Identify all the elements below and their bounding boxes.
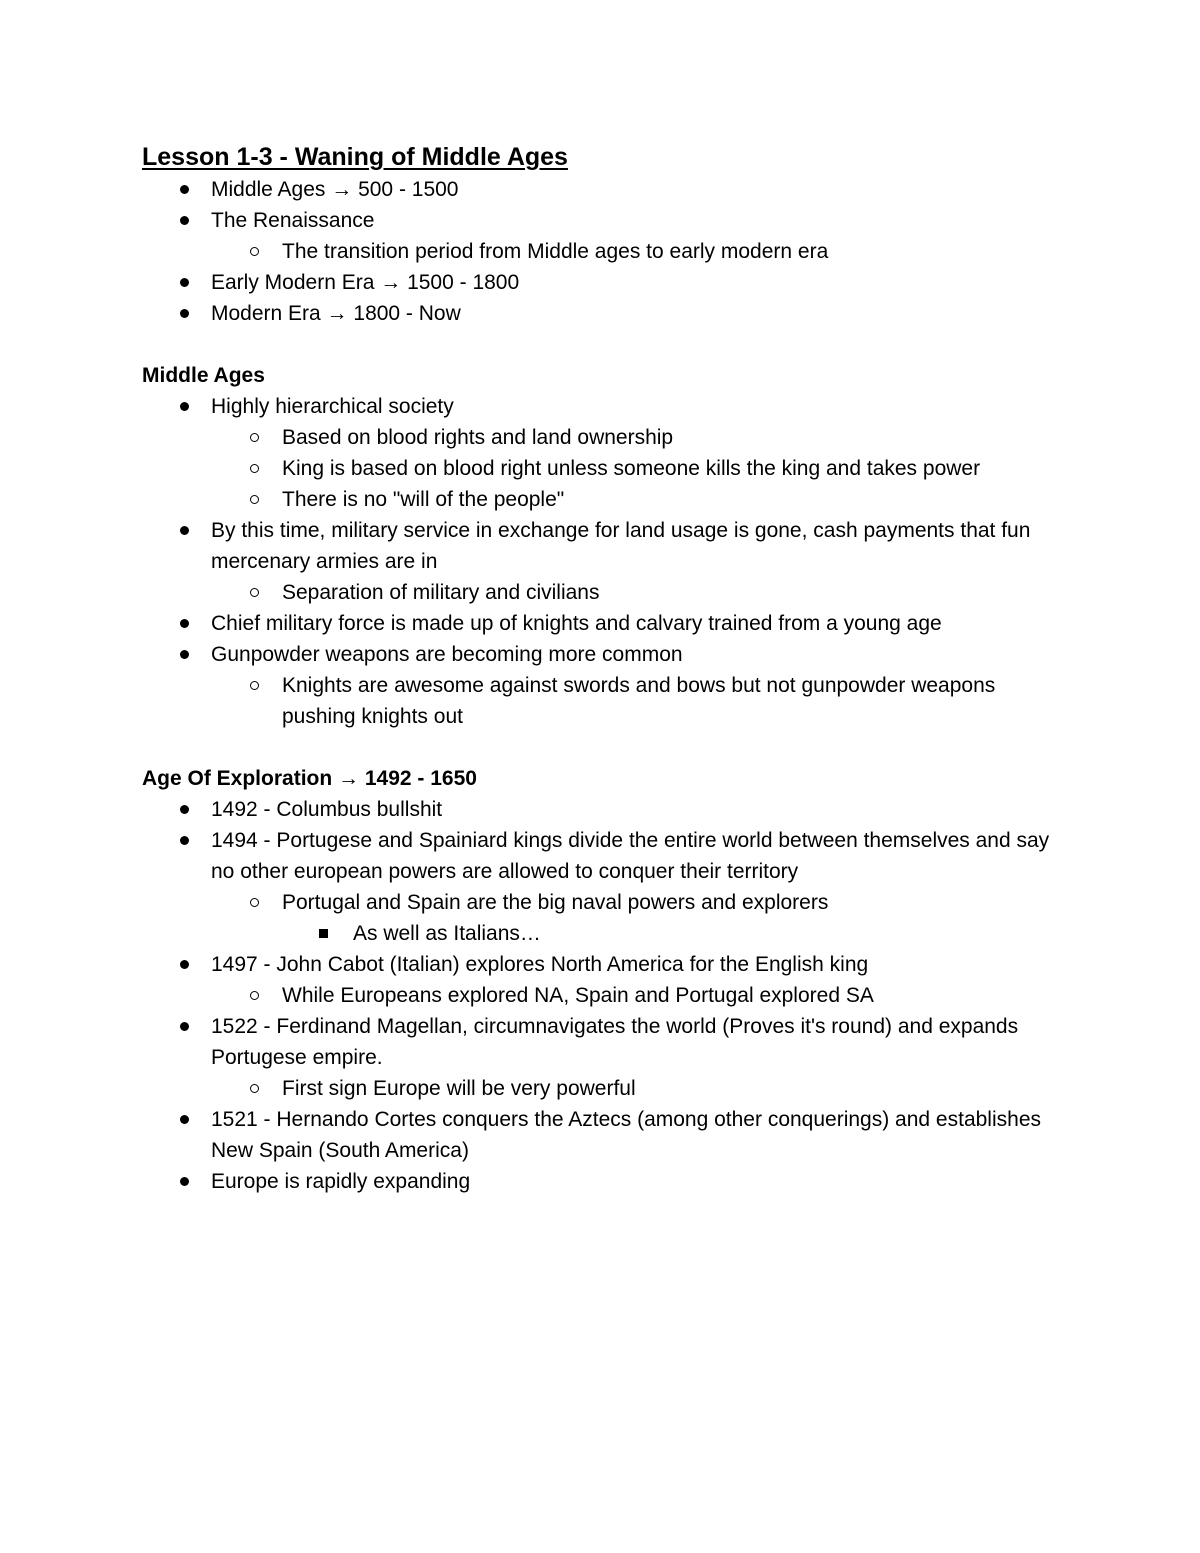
bullet-circle-icon (250, 453, 259, 484)
list-item-text: Gunpowder weapons are becoming more common (211, 643, 683, 666)
list-item (142, 980, 1062, 1011)
list-item (142, 577, 1062, 608)
list-item (142, 1011, 1062, 1073)
list-item (142, 918, 1062, 949)
list-item (142, 1104, 1062, 1166)
list-item-text: As well as Italians… (353, 922, 541, 945)
bullet-square-icon (319, 918, 328, 949)
list-item-text: Middle Ages → 500 - 1500 (211, 178, 459, 201)
bullet-dot-icon (180, 267, 189, 298)
bullet-dot-icon (180, 1166, 189, 1197)
list-item (142, 391, 1062, 422)
bullet-dot-icon (180, 298, 189, 329)
list-item (142, 1166, 1062, 1197)
list-item-text: By this time, military service in exchange for land usage is gone, cash payments that fun mercenary armies are in (211, 519, 1031, 573)
section-heading-exploration: Age Of Exploration → 1492 - 1650 (142, 767, 477, 790)
list-item-text: The Renaissance (211, 209, 375, 232)
bullet-circle-icon (250, 236, 259, 267)
bullet-dot-icon (180, 608, 189, 639)
page-title: Lesson 1-3 - Waning of Middle Ages (142, 143, 568, 171)
list-item (142, 670, 1062, 732)
list-item-text: Early Modern Era → 1500 - 1800 (211, 271, 520, 294)
bullet-dot-icon (180, 794, 189, 825)
section-heading-middle-ages: Middle Ages (142, 364, 265, 387)
bullet-dot-icon (180, 949, 189, 980)
list-item-text: Based on blood rights and land ownership (282, 426, 674, 449)
list-item (142, 1073, 1062, 1104)
list-item (142, 422, 1062, 453)
list-item (142, 949, 1062, 980)
list-item-text: Europe is rapidly expanding (211, 1170, 471, 1193)
bullet-dot-icon (180, 639, 189, 670)
bullet-circle-icon (250, 422, 259, 453)
bullet-circle-icon (250, 1073, 259, 1104)
list-item-text: 1497 - John Cabot (Italian) explores North America for the English king (211, 953, 869, 976)
list-item (142, 174, 1062, 205)
list-item-text: Knights are awesome against swords and bows but not gunpowder weapons pushing knights out (282, 674, 996, 728)
list-item-text: 1494 - Portugese and Spainiard kings divide the entire world between themselves and say no other european powers are allowed to conquer their territory (211, 829, 1050, 883)
bullet-dot-icon (180, 1011, 189, 1042)
bullet-circle-icon (250, 577, 259, 608)
list-item (142, 515, 1062, 577)
list-item (142, 794, 1062, 825)
list-item-text: Modern Era → 1800 - Now (211, 302, 461, 325)
list-item (142, 453, 1062, 484)
exploration-list (142, 794, 1062, 1197)
list-item (142, 267, 1062, 298)
bullet-dot-icon (180, 515, 189, 546)
middle-ages-list (142, 391, 1062, 732)
list-item (142, 608, 1062, 639)
bullet-dot-icon (180, 825, 189, 856)
list-item (142, 298, 1062, 329)
list-item-text: First sign Europe will be very powerful (282, 1077, 636, 1100)
bullet-circle-icon (250, 980, 259, 1011)
bullet-circle-icon (250, 670, 259, 701)
list-item-text: While Europeans explored NA, Spain and Portugal explored SA (282, 984, 874, 1007)
list-item (142, 639, 1062, 670)
document-page (142, 141, 1062, 1197)
list-item (142, 236, 1062, 267)
list-item-text: King is based on blood right unless someone kills the king and takes power (282, 457, 981, 480)
intro-list (142, 174, 1062, 329)
list-item (142, 825, 1062, 887)
list-item-text: The transition period from Middle ages to early modern era (282, 240, 829, 263)
list-item (142, 205, 1062, 236)
list-item-text: Separation of military and civilians (282, 581, 600, 604)
bullet-dot-icon (180, 205, 189, 236)
list-item-text: 1522 - Ferdinand Magellan, circumnavigates the world (Proves it's round) and expands Portugese empire. (211, 1015, 1019, 1069)
list-item (142, 484, 1062, 515)
bullet-dot-icon (180, 391, 189, 422)
list-item-text: Highly hierarchical society (211, 395, 454, 418)
bullet-dot-icon (180, 1104, 189, 1135)
list-item-text: There is no "will of the people" (282, 488, 565, 511)
list-item-text: 1492 - Columbus bullshit (211, 798, 443, 821)
list-item (142, 887, 1062, 918)
bullet-circle-icon (250, 887, 259, 918)
list-item-text: Chief military force is made up of knights and calvary trained from a young age (211, 612, 942, 635)
list-item-text: Portugal and Spain are the big naval powers and explorers (282, 891, 829, 914)
list-item-text: 1521 - Hernando Cortes conquers the Aztecs (among other conquerings) and establishes New Spain (South America) (211, 1108, 1041, 1162)
bullet-dot-icon (180, 174, 189, 205)
bullet-circle-icon (250, 484, 259, 515)
